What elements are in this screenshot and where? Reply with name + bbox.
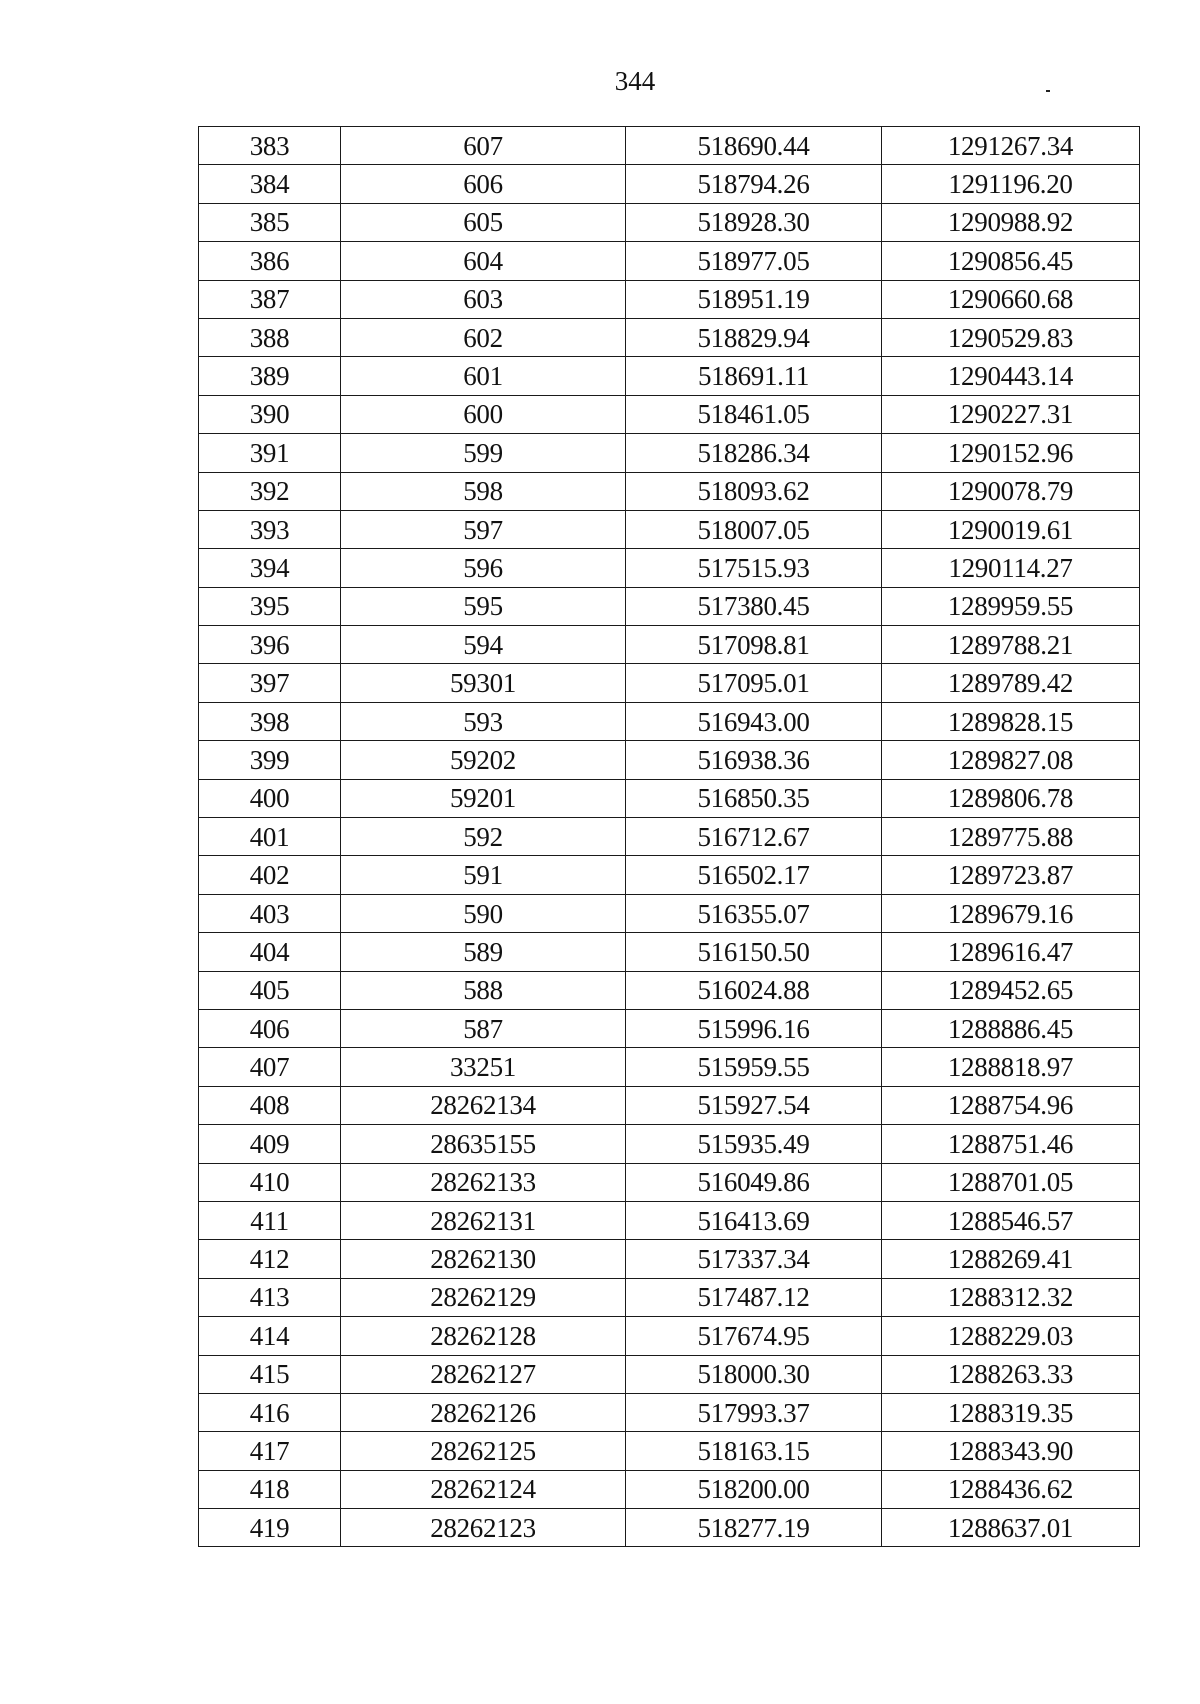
y-coordinate-cell: 1289827.08 <box>882 741 1140 779</box>
coordinates-table <box>198 126 1140 1547</box>
row-number-cell: 393 <box>199 510 341 548</box>
row-number-cell: 406 <box>199 1009 341 1047</box>
point-id-cell: 605 <box>341 203 626 241</box>
x-coordinate-cell: 518690.44 <box>626 127 882 165</box>
y-coordinate-cell: 1290078.79 <box>882 472 1140 510</box>
point-id-cell: 59301 <box>341 664 626 702</box>
y-coordinate-cell: 1289789.42 <box>882 664 1140 702</box>
point-id-cell: 596 <box>341 549 626 587</box>
row-number-cell: 401 <box>199 818 341 856</box>
point-id-cell: 606 <box>341 165 626 203</box>
point-id-cell: 599 <box>341 434 626 472</box>
x-coordinate-cell: 517337.34 <box>626 1240 882 1278</box>
row-number-cell: 409 <box>199 1125 341 1163</box>
x-coordinate-cell: 518928.30 <box>626 203 882 241</box>
row-number-cell: 388 <box>199 318 341 356</box>
row-number-cell: 386 <box>199 242 341 280</box>
y-coordinate-cell: 1288886.45 <box>882 1009 1140 1047</box>
y-coordinate-cell: 1288312.32 <box>882 1278 1140 1316</box>
y-coordinate-cell: 1288818.97 <box>882 1048 1140 1086</box>
row-number-cell: 389 <box>199 357 341 395</box>
x-coordinate-cell: 516943.00 <box>626 702 882 740</box>
point-id-cell: 59202 <box>341 741 626 779</box>
row-number-cell: 385 <box>199 203 341 241</box>
table-row <box>199 1432 1140 1470</box>
row-number-cell: 404 <box>199 933 341 971</box>
point-id-cell: 28262123 <box>341 1509 626 1547</box>
x-coordinate-cell: 517098.81 <box>626 626 882 664</box>
x-coordinate-cell: 517993.37 <box>626 1393 882 1431</box>
x-coordinate-cell: 516413.69 <box>626 1201 882 1239</box>
row-number-cell: 408 <box>199 1086 341 1124</box>
point-id-cell: 28262124 <box>341 1470 626 1508</box>
row-number-cell: 399 <box>199 741 341 779</box>
point-id-cell: 597 <box>341 510 626 548</box>
table-row <box>199 165 1140 203</box>
x-coordinate-cell: 518000.30 <box>626 1355 882 1393</box>
page-number: 344 <box>614 66 656 96</box>
table-row <box>199 587 1140 625</box>
table-row <box>199 1163 1140 1201</box>
x-coordinate-cell: 518951.19 <box>626 280 882 318</box>
y-coordinate-cell: 1289959.55 <box>882 587 1140 625</box>
y-coordinate-cell: 1291196.20 <box>882 165 1140 203</box>
y-coordinate-cell: 1290660.68 <box>882 280 1140 318</box>
row-number-cell: 395 <box>199 587 341 625</box>
table-row <box>199 1201 1140 1239</box>
table-row <box>199 472 1140 510</box>
table-row <box>199 318 1140 356</box>
y-coordinate-cell: 1291267.34 <box>882 127 1140 165</box>
table-row <box>199 856 1140 894</box>
point-id-cell: 28262133 <box>341 1163 626 1201</box>
table-row <box>199 1240 1140 1278</box>
row-number-cell: 403 <box>199 894 341 932</box>
table-row <box>199 1125 1140 1163</box>
row-number-cell: 400 <box>199 779 341 817</box>
table-row <box>199 894 1140 932</box>
table-row <box>199 510 1140 548</box>
y-coordinate-cell: 1288343.90 <box>882 1432 1140 1470</box>
y-coordinate-cell: 1290856.45 <box>882 242 1140 280</box>
y-coordinate-cell: 1288701.05 <box>882 1163 1140 1201</box>
table-row <box>199 434 1140 472</box>
table-row <box>199 1509 1140 1547</box>
point-id-cell: 590 <box>341 894 626 932</box>
x-coordinate-cell: 515935.49 <box>626 1125 882 1163</box>
y-coordinate-cell: 1288751.46 <box>882 1125 1140 1163</box>
table-row <box>199 664 1140 702</box>
x-coordinate-cell: 518200.00 <box>626 1470 882 1508</box>
x-coordinate-cell: 517095.01 <box>626 664 882 702</box>
row-number-cell: 405 <box>199 971 341 1009</box>
x-coordinate-cell: 518977.05 <box>626 242 882 280</box>
y-coordinate-cell: 1288269.41 <box>882 1240 1140 1278</box>
table-body <box>199 127 1140 1547</box>
x-coordinate-cell: 516502.17 <box>626 856 882 894</box>
y-coordinate-cell: 1288546.57 <box>882 1201 1140 1239</box>
y-coordinate-cell: 1289775.88 <box>882 818 1140 856</box>
y-coordinate-cell: 1288319.35 <box>882 1393 1140 1431</box>
point-id-cell: 589 <box>341 933 626 971</box>
point-id-cell: 588 <box>341 971 626 1009</box>
point-id-cell: 28262131 <box>341 1201 626 1239</box>
row-number-cell: 387 <box>199 280 341 318</box>
row-number-cell: 414 <box>199 1317 341 1355</box>
row-number-cell: 416 <box>199 1393 341 1431</box>
x-coordinate-cell: 517515.93 <box>626 549 882 587</box>
y-coordinate-cell: 1289806.78 <box>882 779 1140 817</box>
x-coordinate-cell: 515927.54 <box>626 1086 882 1124</box>
row-number-cell: 418 <box>199 1470 341 1508</box>
table-row <box>199 1470 1140 1508</box>
row-number-cell: 392 <box>199 472 341 510</box>
y-coordinate-cell: 1288229.03 <box>882 1317 1140 1355</box>
x-coordinate-cell: 516355.07 <box>626 894 882 932</box>
row-number-cell: 407 <box>199 1048 341 1086</box>
table-row <box>199 1355 1140 1393</box>
table-row <box>199 1393 1140 1431</box>
row-number-cell: 391 <box>199 434 341 472</box>
y-coordinate-cell: 1289788.21 <box>882 626 1140 664</box>
point-id-cell: 593 <box>341 702 626 740</box>
x-coordinate-cell: 518286.34 <box>626 434 882 472</box>
x-coordinate-cell: 518163.15 <box>626 1432 882 1470</box>
point-id-cell: 595 <box>341 587 626 625</box>
table-row <box>199 779 1140 817</box>
row-number-cell: 411 <box>199 1201 341 1239</box>
x-coordinate-cell: 516850.35 <box>626 779 882 817</box>
row-number-cell: 390 <box>199 395 341 433</box>
x-coordinate-cell: 517674.95 <box>626 1317 882 1355</box>
y-coordinate-cell: 1290152.96 <box>882 434 1140 472</box>
scan-mark <box>1046 90 1050 92</box>
table-row <box>199 818 1140 856</box>
point-id-cell: 591 <box>341 856 626 894</box>
table-row <box>199 1048 1140 1086</box>
row-number-cell: 397 <box>199 664 341 702</box>
point-id-cell: 33251 <box>341 1048 626 1086</box>
x-coordinate-cell: 517487.12 <box>626 1278 882 1316</box>
table-row <box>199 395 1140 433</box>
table-row <box>199 626 1140 664</box>
table-row <box>199 242 1140 280</box>
point-id-cell: 607 <box>341 127 626 165</box>
x-coordinate-cell: 518829.94 <box>626 318 882 356</box>
x-coordinate-cell: 516049.86 <box>626 1163 882 1201</box>
row-number-cell: 396 <box>199 626 341 664</box>
point-id-cell: 28262129 <box>341 1278 626 1316</box>
x-coordinate-cell: 516938.36 <box>626 741 882 779</box>
x-coordinate-cell: 518093.62 <box>626 472 882 510</box>
x-coordinate-cell: 515959.55 <box>626 1048 882 1086</box>
point-id-cell: 602 <box>341 318 626 356</box>
table-row <box>199 971 1140 1009</box>
table-row <box>199 1009 1140 1047</box>
point-id-cell: 603 <box>341 280 626 318</box>
y-coordinate-cell: 1289828.15 <box>882 702 1140 740</box>
point-id-cell: 28635155 <box>341 1125 626 1163</box>
y-coordinate-cell: 1288637.01 <box>882 1509 1140 1547</box>
point-id-cell: 28262128 <box>341 1317 626 1355</box>
y-coordinate-cell: 1288436.62 <box>882 1470 1140 1508</box>
x-coordinate-cell: 515996.16 <box>626 1009 882 1047</box>
row-number-cell: 415 <box>199 1355 341 1393</box>
x-coordinate-cell: 518794.26 <box>626 165 882 203</box>
table-row <box>199 1317 1140 1355</box>
table-row <box>199 933 1140 971</box>
y-coordinate-cell: 1290443.14 <box>882 357 1140 395</box>
table-row <box>199 741 1140 779</box>
row-number-cell: 384 <box>199 165 341 203</box>
row-number-cell: 413 <box>199 1278 341 1316</box>
row-number-cell: 394 <box>199 549 341 587</box>
point-id-cell: 28262125 <box>341 1432 626 1470</box>
table-row <box>199 127 1140 165</box>
y-coordinate-cell: 1290227.31 <box>882 395 1140 433</box>
row-number-cell: 383 <box>199 127 341 165</box>
point-id-cell: 604 <box>341 242 626 280</box>
y-coordinate-cell: 1290529.83 <box>882 318 1140 356</box>
row-number-cell: 410 <box>199 1163 341 1201</box>
point-id-cell: 601 <box>341 357 626 395</box>
x-coordinate-cell: 516712.67 <box>626 818 882 856</box>
table-row <box>199 549 1140 587</box>
point-id-cell: 600 <box>341 395 626 433</box>
table-row <box>199 357 1140 395</box>
y-coordinate-cell: 1289679.16 <box>882 894 1140 932</box>
y-coordinate-cell: 1290114.27 <box>882 549 1140 587</box>
point-id-cell: 594 <box>341 626 626 664</box>
table-row <box>199 1278 1140 1316</box>
point-id-cell: 28262130 <box>341 1240 626 1278</box>
table-row <box>199 1086 1140 1124</box>
y-coordinate-cell: 1290988.92 <box>882 203 1140 241</box>
table-row <box>199 702 1140 740</box>
table-row <box>199 280 1140 318</box>
x-coordinate-cell: 518277.19 <box>626 1509 882 1547</box>
row-number-cell: 412 <box>199 1240 341 1278</box>
x-coordinate-cell: 518007.05 <box>626 510 882 548</box>
row-number-cell: 417 <box>199 1432 341 1470</box>
y-coordinate-cell: 1288263.33 <box>882 1355 1140 1393</box>
row-number-cell: 398 <box>199 702 341 740</box>
y-coordinate-cell: 1289616.47 <box>882 933 1140 971</box>
x-coordinate-cell: 516150.50 <box>626 933 882 971</box>
x-coordinate-cell: 517380.45 <box>626 587 882 625</box>
x-coordinate-cell: 516024.88 <box>626 971 882 1009</box>
point-id-cell: 28262127 <box>341 1355 626 1393</box>
point-id-cell: 587 <box>341 1009 626 1047</box>
y-coordinate-cell: 1289723.87 <box>882 856 1140 894</box>
point-id-cell: 28262134 <box>341 1086 626 1124</box>
y-coordinate-cell: 1290019.61 <box>882 510 1140 548</box>
x-coordinate-cell: 518691.11 <box>626 357 882 395</box>
point-id-cell: 598 <box>341 472 626 510</box>
point-id-cell: 592 <box>341 818 626 856</box>
row-number-cell: 419 <box>199 1509 341 1547</box>
table-row <box>199 203 1140 241</box>
y-coordinate-cell: 1289452.65 <box>882 971 1140 1009</box>
row-number-cell: 402 <box>199 856 341 894</box>
y-coordinate-cell: 1288754.96 <box>882 1086 1140 1124</box>
x-coordinate-cell: 518461.05 <box>626 395 882 433</box>
point-id-cell: 59201 <box>341 779 626 817</box>
point-id-cell: 28262126 <box>341 1393 626 1431</box>
